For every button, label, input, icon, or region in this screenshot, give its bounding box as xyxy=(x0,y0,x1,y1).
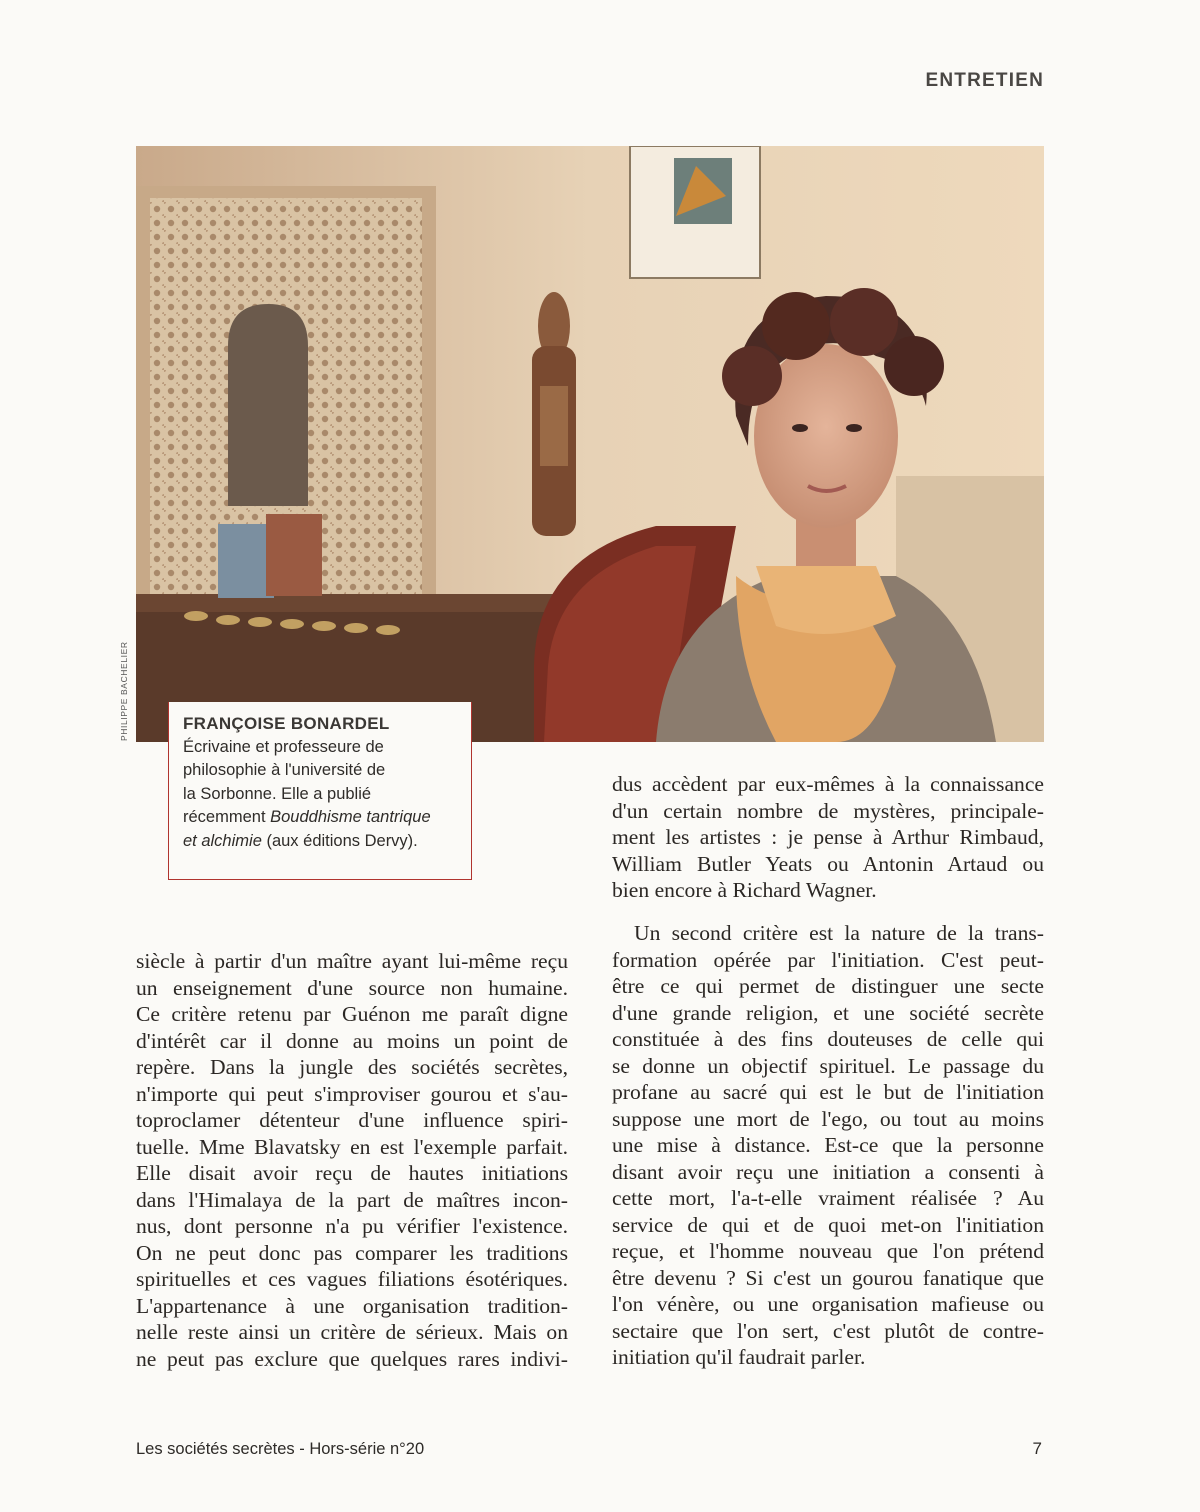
text-line: L'appartenance à une organisation tradition- xyxy=(136,1293,568,1318)
text-line: spirituelles et ces vagues filiations ésotériques. xyxy=(136,1267,568,1291)
caption-line: Écrivaine et professeure de xyxy=(183,737,384,756)
text-line: nelle reste ainsi un critère de sérieux. Mais on xyxy=(136,1320,568,1344)
text-line: un enseignement d'une source non humaine. xyxy=(136,975,568,1000)
text-line: initiation qu'il faudrait parler. xyxy=(612,1345,866,1369)
text-line: siècle à partir d'un maître ayant lui-même reçu xyxy=(136,949,568,973)
text-line: se donne un objectif spirituel. Le passage du xyxy=(612,1053,1044,1078)
caption-text: (aux éditions Dervy). xyxy=(261,831,418,850)
text-line: formation opérée par l'initiation. C'est peut- xyxy=(612,947,1044,972)
photo-credit: PHILIPPE BACHELIER xyxy=(119,641,129,741)
text-line: nus, dont personne n'a pu vérifier l'existence. xyxy=(136,1214,568,1238)
caption-box xyxy=(168,702,472,880)
page-number: 7 xyxy=(1032,1439,1042,1458)
text-line: ne peut pas exclure que quelques rares indivi- xyxy=(136,1346,568,1371)
body-column-left xyxy=(136,948,568,1372)
caption-line: la Sorbonne. Elle a publié xyxy=(183,784,372,803)
text-line: d'une grande religion, et une société secrète xyxy=(612,1000,1044,1025)
section-label: ENTRETIEN xyxy=(925,70,1044,91)
body-column-right-top xyxy=(612,771,1044,904)
portrait-photo xyxy=(136,146,1044,742)
text-line: tuelle. Mme Blavatsky en est l'exemple parfait. xyxy=(136,1134,568,1159)
text-line: On ne peut donc pas comparer les traditions xyxy=(136,1240,568,1265)
body-column-right-bottom xyxy=(612,920,1044,1371)
text-line: dus accèdent par eux-mêmes à la connaissance xyxy=(612,772,1044,796)
text-line: sectaire que l'on sert, c'est plutôt de contre- xyxy=(612,1318,1044,1343)
text-line: toproclamer détenteur d'une influence spiri- xyxy=(136,1108,568,1132)
book-title: et alchimie xyxy=(183,831,262,850)
text-line: suppose une mort de l'ego, ou tout au moins xyxy=(612,1106,1044,1131)
text-line: service de qui et de quoi met-on l'initiation xyxy=(612,1212,1044,1237)
caption-line: philosophie à l'université de xyxy=(183,761,386,779)
text-line: Ce critère retenu par Guénon me paraît digne xyxy=(136,1002,568,1026)
caption-line xyxy=(183,806,471,830)
text-line: disant avoir reçu une initiation a consenti à xyxy=(612,1159,1044,1184)
text-line: constituée à des fins douteuses de celle qui xyxy=(612,1027,1044,1051)
text-line: d'un certain nombre de mystères, principale- xyxy=(612,798,1044,823)
text-line: l'on vénère, ou une organisation mafieuse ou xyxy=(612,1292,1044,1316)
text-line: ment les artistes : je pense à Arthur Rimbaud, xyxy=(612,825,1044,849)
book-title: Bouddhisme tantrique xyxy=(270,808,431,826)
text-line: profane au sacré qui est le but de l'initiation xyxy=(612,1080,1044,1104)
text-line: une mise à distance. Est-ce que la personne xyxy=(612,1133,1044,1157)
text-line: repère. Dans la jungle des sociétés secrètes, xyxy=(136,1055,568,1079)
caption-text: récemment xyxy=(183,808,271,826)
text-line: d'intérêt car il donne au moins un point de xyxy=(136,1028,568,1053)
text-line: William Butler Yeats ou Antonin Artaud ou xyxy=(612,851,1044,876)
text-line: Elle disait avoir reçu de hautes initiations xyxy=(136,1161,568,1185)
publication-footer: Les sociétés secrètes - Hors-série n°20 xyxy=(136,1440,425,1458)
text-line: bien encore à Richard Wagner. xyxy=(612,878,877,902)
caption-name: FRANÇOISE BONARDEL xyxy=(183,714,390,733)
text-line: être ce qui permet de distinguer une secte xyxy=(612,974,1044,998)
text-line: dans l'Himalaya de la part de maîtres incon- xyxy=(136,1187,568,1212)
text-line: cette mort, l'a-t-elle vraiment réalisée ? Au xyxy=(612,1186,1044,1210)
text-line: être devenu ? Si c'est un gourou fanatique que xyxy=(612,1265,1044,1290)
text-line: Un second critère est la nature de la trans- xyxy=(634,921,1044,945)
caption-line xyxy=(183,830,471,854)
text-line: reçue, et l'homme nouveau que l'on prétend xyxy=(612,1239,1044,1263)
text-line: n'importe qui peut s'improviser gourou et s'au- xyxy=(136,1081,568,1106)
